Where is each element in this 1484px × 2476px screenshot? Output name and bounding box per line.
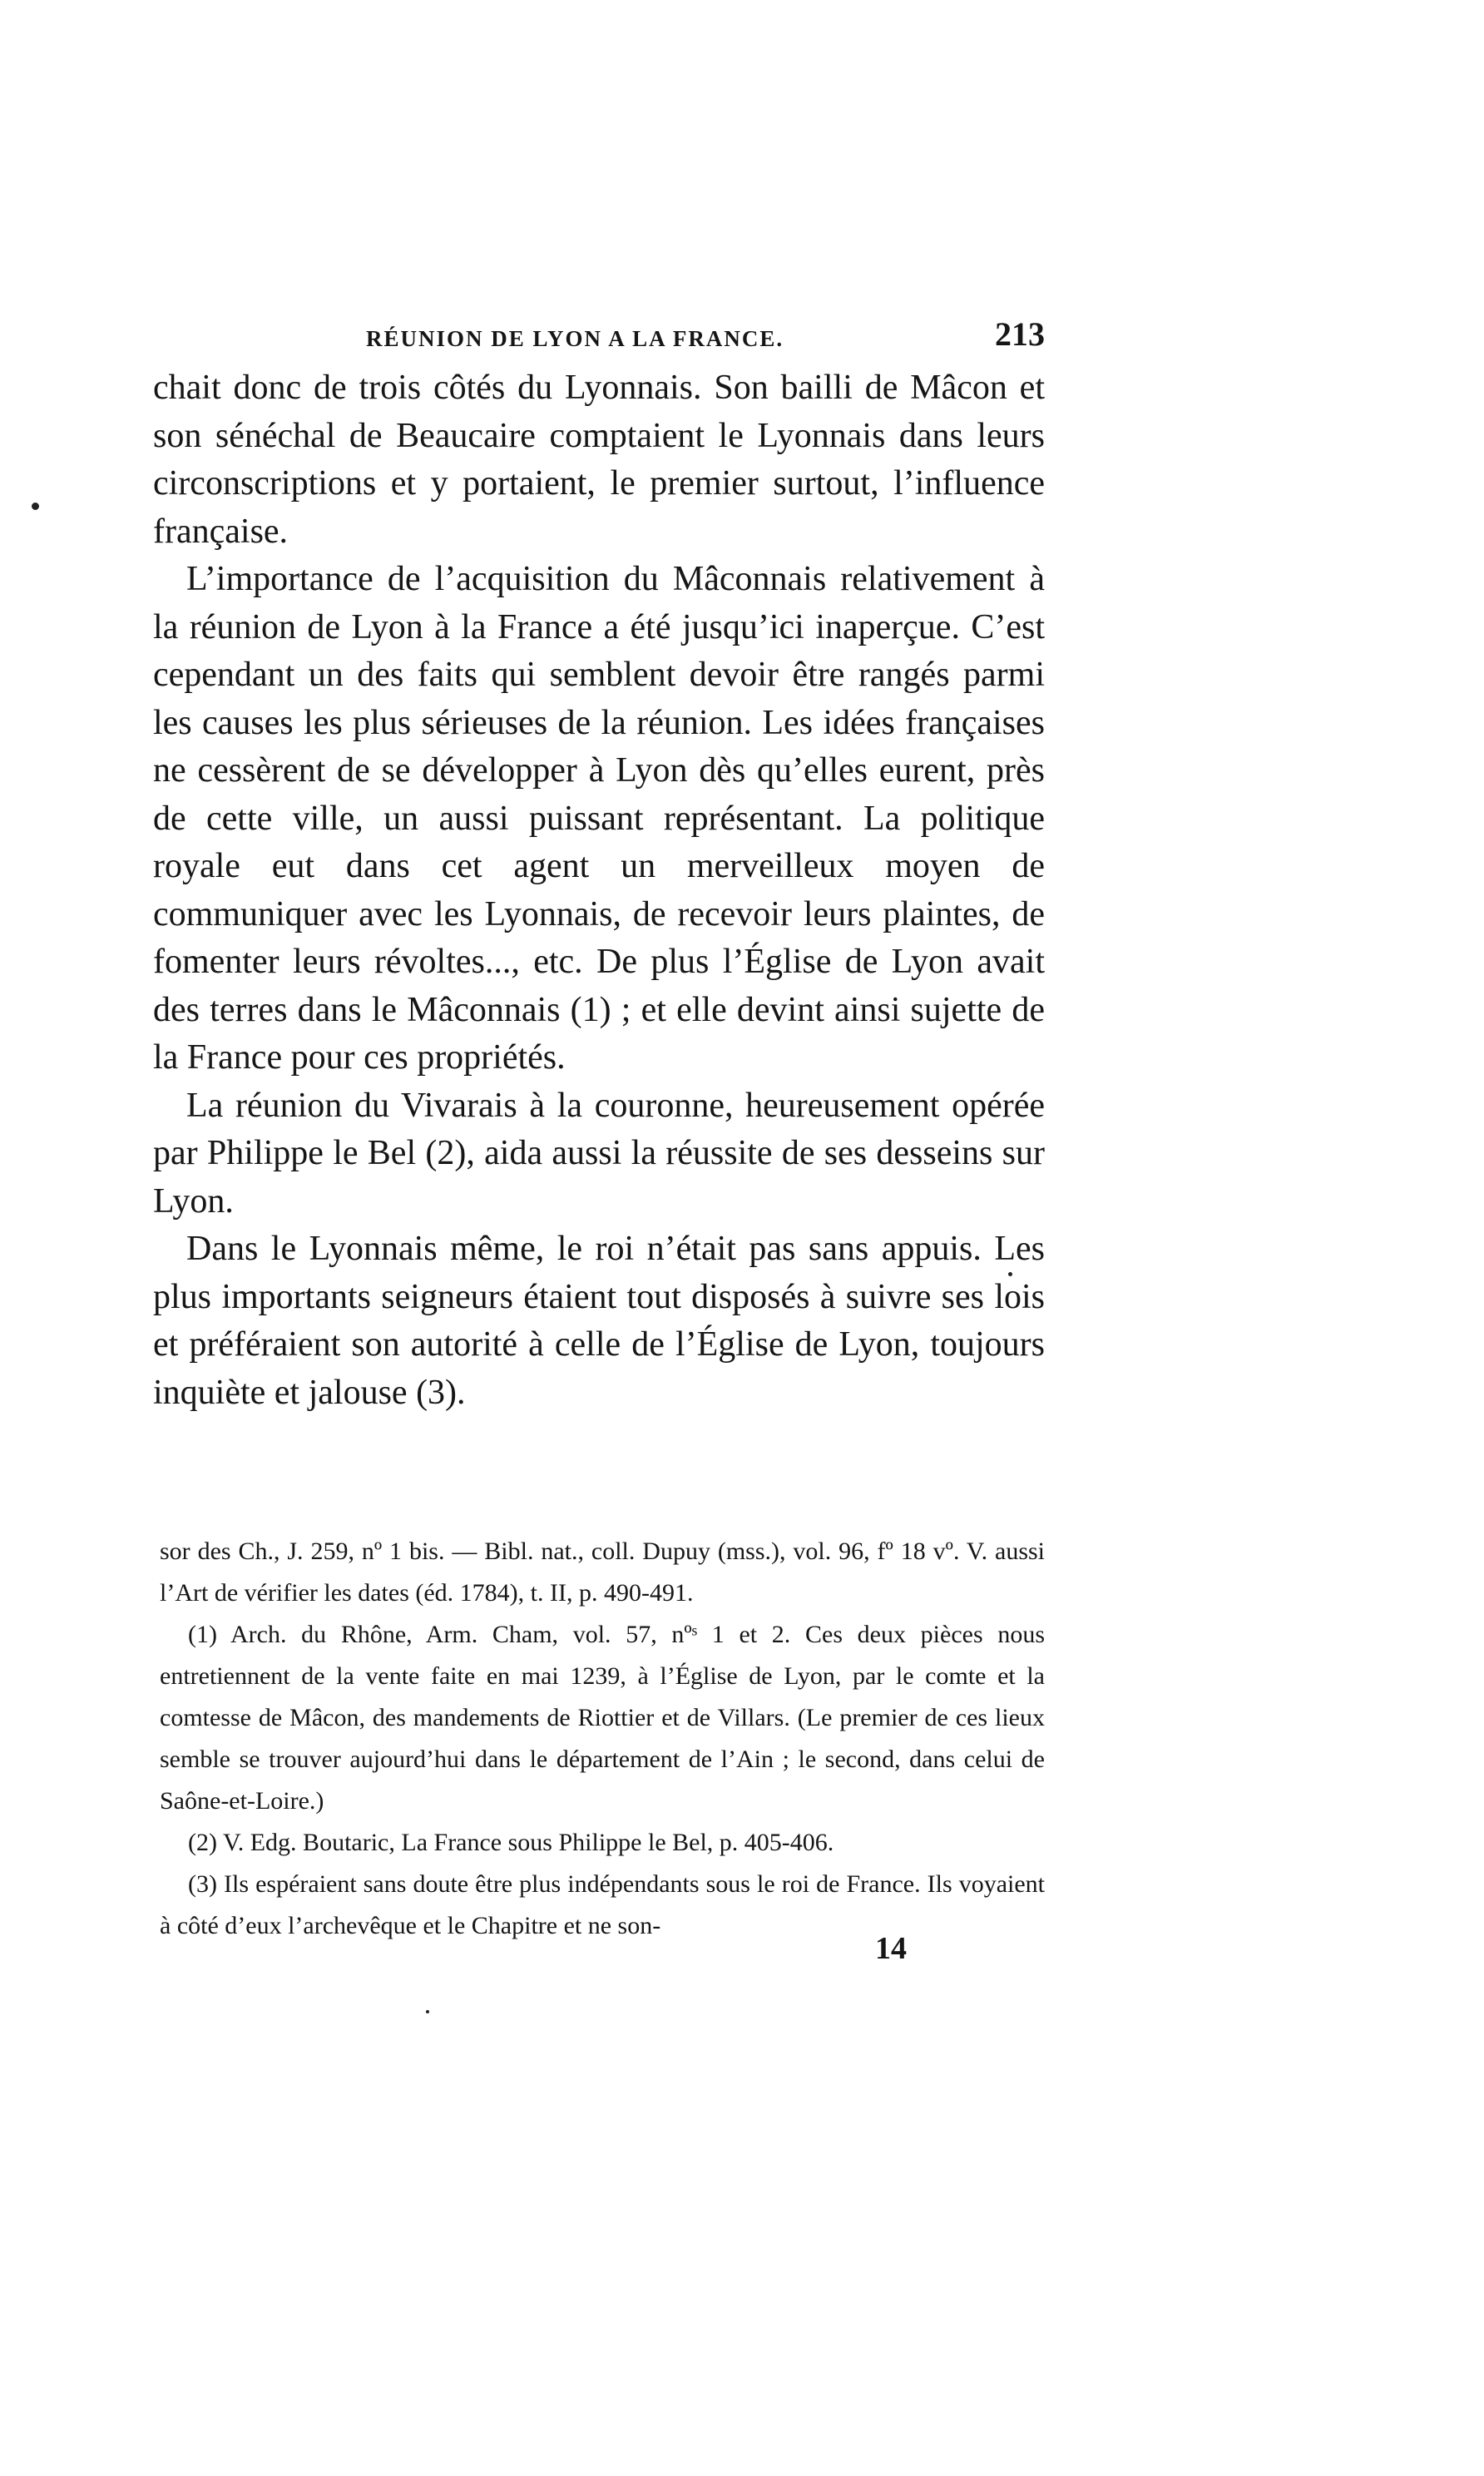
margin-ink-spot: [32, 503, 39, 510]
footnotes: [160, 1531, 1045, 1947]
paragraph: L’importance de l’acquisition du Mâconnais relativement à la réunion de Lyon à la France a été jusqu’ici inaperçue. C’est cependant un des faits qui semblent devoir être rangés parmi les causes les plus sérieuses de la réunion. Les idées françaises ne cessèrent de se développer à Lyon dès qu’elles eurent, près de cette ville, un aussi puissant représentant. La politique royale eut dans cet agent un merveilleux moyen de communiquer avec les Lyonnais, de recevoir leurs plaintes, de fomenter leurs révoltes..., etc. De plus l’Église de Lyon avait des terres dans le Mâconnais (1) ; et elle devint ainsi sujette de la France pour ces propriétés.: [153, 560, 1045, 1077]
footnote: (2) V. Edg. Boutaric, La France sous Philippe le Bel, p. 405-406.: [188, 1829, 834, 1856]
footnote-continuation: sor des Ch., J. 259, nº 1 bis. — Bibl. nat., coll. Dupuy (mss.), vol. 96, fº 18 vº. V. aussi l’Art de vérifier les dates (éd. 1784), t. II, p. 490-491.: [160, 1538, 1045, 1607]
ink-speck: [1008, 1272, 1012, 1276]
page-header: [153, 314, 1045, 361]
signature-mark: 14: [875, 1931, 907, 1966]
paragraph: chait donc de trois côtés du Lyonnais. Son bailli de Mâcon et son sénéchal de Beaucaire comptaient le Lyonnais dans leurs circonscriptions et y portaient, le premier surtout, l’influence française.: [153, 369, 1045, 551]
footnote: (3) Ils espéraient sans doute être plus indépendants sous le roi de France. Ils voyaient à côté d’eux l’archevêque et le Chapitre et ne son-: [160, 1870, 1045, 1939]
paragraph: La réunion du Vivarais à la couronne, heureusement opérée par Philippe le Bel (2), aida aussi la réussite de ses desseins sur Lyon.: [153, 1086, 1045, 1221]
paragraph: Dans le Lyonnais même, le roi n’était pas sans appuis. Les plus importants seigneurs étaient tout disposés à suivre ses lois et préféraient son autorité à celle de l’Église de Lyon, toujours inquiète et jalouse (3).: [153, 1230, 1045, 1412]
page-number: 213: [995, 315, 1045, 353]
main-text: [153, 364, 1045, 1417]
ink-speck: [426, 2010, 429, 2013]
running-title: RÉUNION DE LYON A LA FRANCE.: [366, 326, 784, 351]
footnote: (1) Arch. du Rhône, Arm. Cham, vol. 57, nºˢ 1 et 2. Ces deux pièces nous entretiennent de la vente faite en mai 1239, à l’Église de Lyon, par le comte et la comtesse de Mâcon, des mandements de Riottier et de Villars. (Le premier de ces lieux semble se trouver aujourd’hui dans le département de l’Ain ; le second, dans celui de Saône-et-Loire.): [160, 1621, 1045, 1815]
